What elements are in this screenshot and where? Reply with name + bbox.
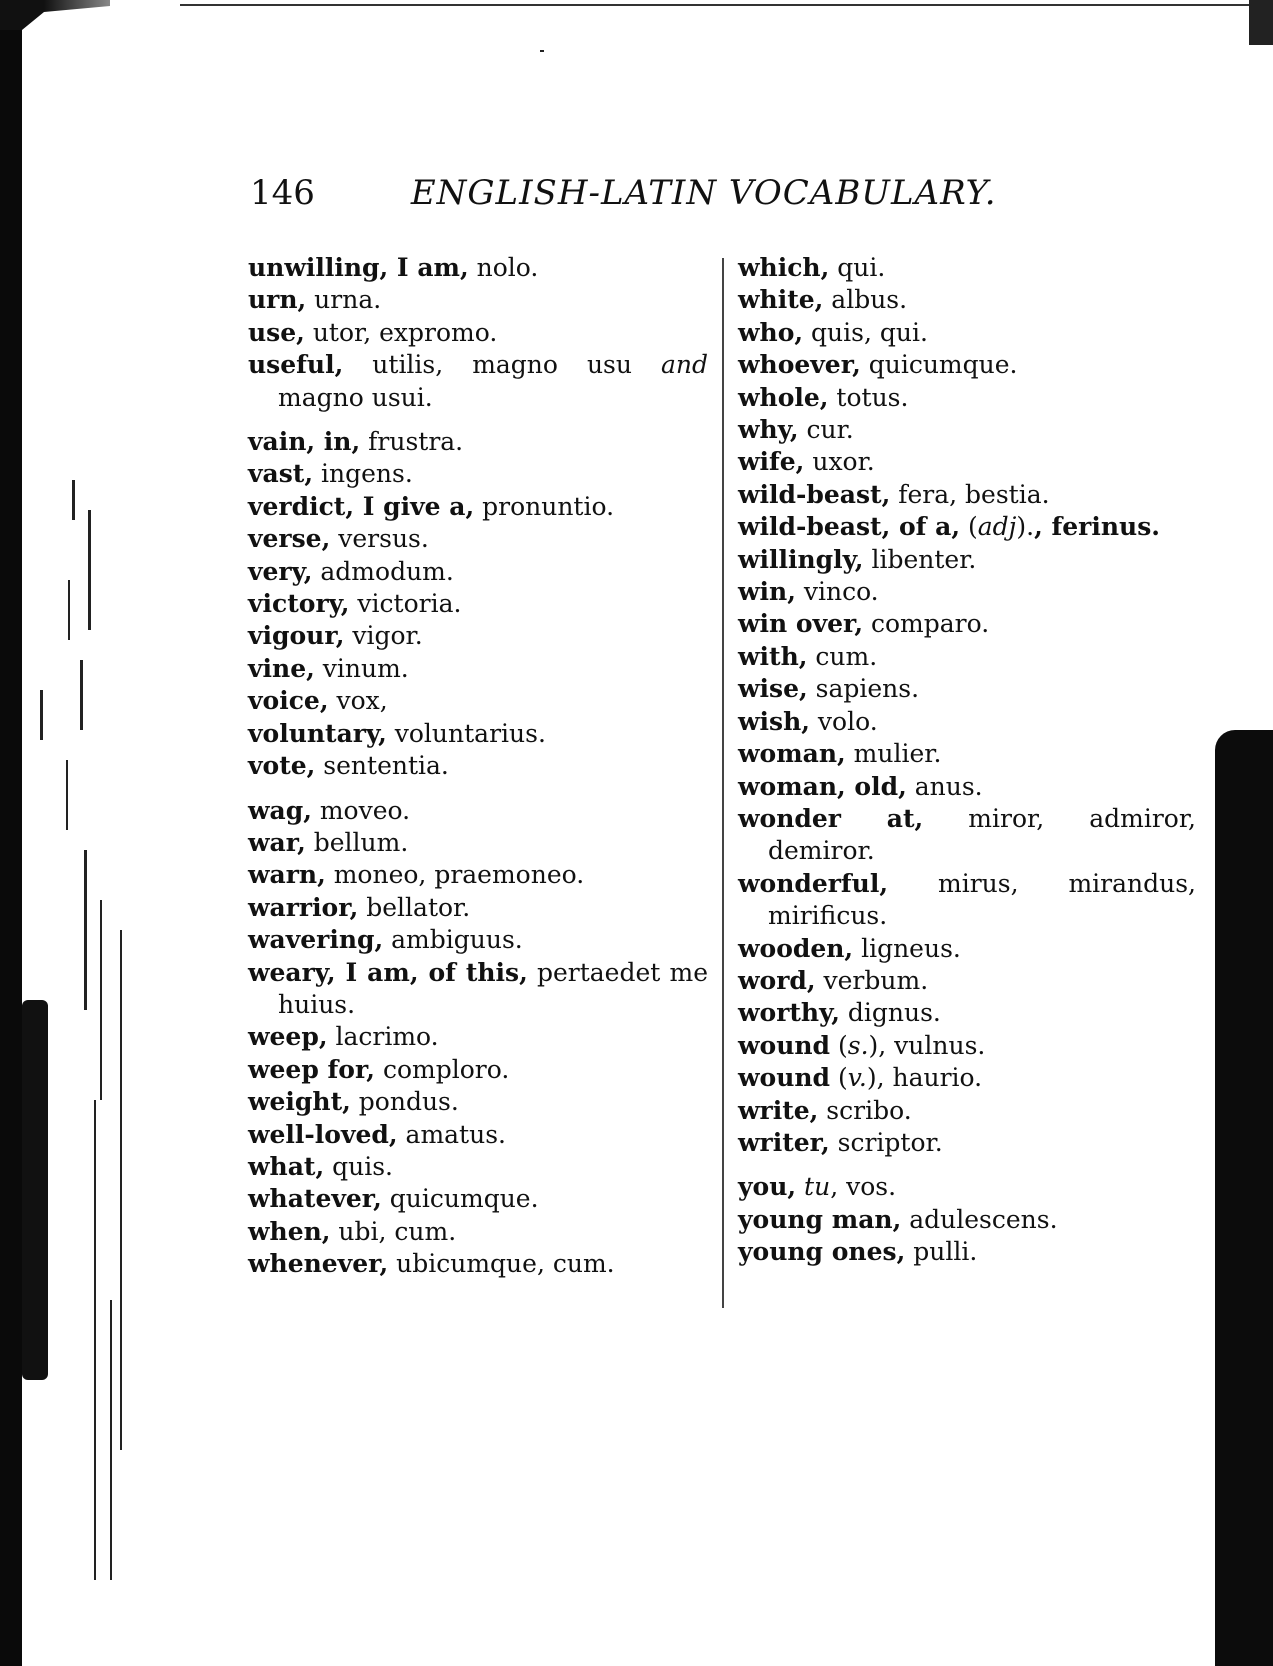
- scan-mark: [100, 900, 102, 1100]
- column-divider: [722, 258, 724, 1308]
- vocab-entry: [738, 706, 1196, 738]
- vocab-entry: [738, 1095, 1196, 1127]
- translation: dignus.: [839, 998, 941, 1028]
- vocab-entry: [248, 556, 708, 588]
- headword: weary, I am, of this,: [248, 957, 528, 987]
- vocab-entry: [738, 317, 1196, 349]
- vocab-entry: [738, 738, 1196, 770]
- scan-mark: [120, 930, 122, 1450]
- vocab-entry: [248, 491, 708, 523]
- page-number: 146: [250, 173, 315, 213]
- vocab-entry: [248, 458, 708, 490]
- vocab-entry: [248, 620, 708, 652]
- italic-text: adj: [977, 512, 1017, 542]
- headword: wound: [738, 1030, 831, 1060]
- vocabulary-column-right: [738, 252, 1196, 1269]
- scan-mark: [66, 760, 68, 830]
- vocab-entry: [248, 1086, 708, 1118]
- vocab-entry: [738, 1171, 1196, 1203]
- headword: vine,: [248, 653, 315, 683]
- headword: well-loved,: [248, 1119, 398, 1149]
- running-title: ENGLISH-LATIN VOCABULARY.: [410, 173, 997, 213]
- vocab-entry: [248, 284, 708, 316]
- scan-mark: [80, 660, 83, 730]
- italic-text: s.: [847, 1030, 869, 1060]
- translation: moneo, praemoneo.: [325, 860, 585, 890]
- translation: mulier.: [845, 739, 942, 769]
- headword: vigour,: [248, 621, 345, 651]
- headword: what,: [248, 1151, 325, 1181]
- translation: comploro.: [375, 1054, 510, 1084]
- translation: sapiens.: [807, 674, 920, 704]
- translation: magno usui.: [278, 382, 433, 412]
- vocab-entry: [738, 673, 1196, 705]
- scan-mark: [40, 690, 43, 740]
- vocab-entry: [248, 685, 708, 717]
- headword: which,: [738, 253, 830, 282]
- scan-mark: [68, 580, 70, 640]
- headword: who,: [738, 317, 804, 347]
- vocab-entry: [248, 1248, 708, 1280]
- vocab-entry: [738, 576, 1196, 608]
- headword: wonderful,: [738, 868, 889, 898]
- headword: very,: [248, 556, 313, 586]
- vocab-entry: [738, 803, 1196, 868]
- translation: quicumque.: [860, 350, 1018, 380]
- vocab-entry: [248, 795, 708, 827]
- translation: urna.: [306, 285, 382, 315]
- translation: (: [830, 1030, 848, 1060]
- translation: bellum.: [305, 827, 409, 857]
- translation: bellator.: [358, 892, 471, 922]
- translation: ), haurio.: [866, 1063, 983, 1093]
- vocab-entry: [738, 965, 1196, 997]
- headword: worthy,: [738, 998, 840, 1028]
- translation: admodum.: [312, 556, 454, 586]
- translation: totus.: [828, 382, 909, 412]
- italic-text: and: [660, 350, 708, 380]
- headword: wooden,: [738, 933, 854, 963]
- vocab-entry: [738, 479, 1196, 511]
- translation: ubicumque, cum.: [388, 1249, 615, 1279]
- translation: comparo.: [863, 609, 990, 639]
- vocab-entry: [738, 1030, 1196, 1062]
- translation: utor, expromo.: [304, 317, 498, 347]
- headword: when,: [248, 1216, 331, 1246]
- translation: ingens.: [313, 459, 413, 489]
- translation: cum.: [807, 641, 878, 671]
- headword: wife,: [738, 447, 805, 477]
- vocab-entry: [738, 446, 1196, 478]
- translation: qui.: [829, 253, 886, 282]
- translation: amatus.: [397, 1119, 506, 1149]
- headword: writer,: [738, 1127, 830, 1157]
- translation: pertaedet me huius.: [278, 957, 708, 1019]
- vocab-entry: [248, 1183, 708, 1215]
- headword: you,: [738, 1172, 797, 1202]
- vocab-entry: [738, 641, 1196, 673]
- translation: fera, bestia.: [890, 479, 1050, 509]
- headword: wise,: [738, 674, 808, 704]
- headword: win over,: [738, 609, 864, 639]
- headword: write,: [738, 1095, 819, 1125]
- headword: vain, in,: [248, 427, 361, 457]
- translation: frustra.: [360, 427, 464, 457]
- headword: whenever,: [248, 1249, 389, 1279]
- translation: sententia.: [315, 751, 449, 781]
- headword: woman,: [738, 739, 846, 769]
- scan-corner-top-right: [1249, 0, 1273, 45]
- vocab-entry: [738, 252, 1196, 284]
- vocab-entry: [248, 957, 708, 1022]
- translation: lacrimo.: [327, 1022, 439, 1052]
- headword: unwilling, I am,: [248, 253, 469, 282]
- translation: [796, 1172, 804, 1201]
- italic-text: v.: [847, 1063, 867, 1093]
- vocab-entry: [248, 252, 708, 284]
- translation: anus.: [906, 771, 983, 801]
- vocab-entry: [248, 426, 708, 458]
- vocab-entry: [738, 997, 1196, 1029]
- translation: pondus.: [350, 1087, 459, 1117]
- headword: woman, old,: [738, 771, 907, 801]
- vocab-entry: [738, 414, 1196, 446]
- translation: uxor.: [804, 447, 875, 477]
- vocab-entry: [248, 924, 708, 956]
- headword: , ferinus.: [1034, 512, 1160, 542]
- scan-edge-right: [1215, 730, 1273, 1666]
- translation: ubi, cum.: [330, 1216, 457, 1246]
- translation: pulli.: [905, 1237, 978, 1267]
- scan-mark: [94, 1100, 96, 1580]
- vocab-entry: [738, 511, 1196, 543]
- headword: victory,: [248, 589, 350, 619]
- translation: miror, admiror, demiror.: [768, 803, 1196, 866]
- translation: vinco.: [795, 577, 879, 607]
- vocab-entry: [738, 284, 1196, 316]
- headword: weep,: [248, 1022, 328, 1052]
- scan-edge-left: [0, 0, 22, 1666]
- translation: nolo.: [468, 253, 539, 282]
- scan-mark: [84, 850, 87, 1010]
- headword: win,: [738, 577, 796, 607]
- vocab-entry: [248, 1021, 708, 1053]
- translation: adulescens.: [901, 1204, 1058, 1234]
- headword: verse,: [248, 524, 331, 554]
- translation: vinum.: [314, 653, 409, 683]
- translation: verbum.: [815, 965, 929, 995]
- vocab-entry: [248, 750, 708, 782]
- vocab-entry: [248, 1054, 708, 1086]
- headword: whoever,: [738, 350, 861, 380]
- headword: warn,: [248, 860, 326, 890]
- vocab-entry: [738, 933, 1196, 965]
- headword: verdict, I give a,: [248, 491, 475, 521]
- vocab-entry: [738, 771, 1196, 803]
- translation: cur.: [798, 415, 854, 445]
- vocab-entry: [738, 544, 1196, 576]
- vocab-entry: [248, 1151, 708, 1183]
- vocab-entry: [248, 718, 708, 750]
- scan-edge-top: [180, 4, 1273, 6]
- headword: with,: [738, 641, 808, 671]
- headword: word,: [738, 965, 816, 995]
- headword: wag,: [248, 795, 312, 825]
- headword: young ones,: [738, 1237, 906, 1267]
- translation: scribo.: [818, 1095, 912, 1125]
- vocab-entry: [738, 1127, 1196, 1159]
- translation: vigor.: [344, 621, 423, 651]
- vocab-entry: [248, 349, 708, 414]
- translation: vox,: [328, 686, 388, 716]
- headword: whatever,: [248, 1184, 382, 1214]
- scan-mark: [72, 480, 75, 520]
- vocab-entry: [248, 1119, 708, 1151]
- scan-mark: [110, 1300, 112, 1580]
- headword: why,: [738, 415, 799, 445]
- scan-mark: [540, 50, 544, 52]
- vocab-entry: [738, 1236, 1196, 1268]
- vocab-entry: [248, 1216, 708, 1248]
- headword: vast,: [248, 459, 314, 489]
- headword: wild-beast,: [738, 479, 891, 509]
- translation: pronuntio.: [474, 491, 615, 521]
- translation: ligneus.: [853, 933, 961, 963]
- headword: useful,: [248, 350, 344, 380]
- translation: moveo.: [311, 795, 411, 825]
- vocab-entry: [738, 868, 1196, 933]
- vocab-entry: [738, 349, 1196, 381]
- translation: versus.: [330, 524, 429, 554]
- translation: ), vulnus.: [868, 1030, 986, 1060]
- translation: quicumque.: [381, 1184, 539, 1214]
- headword: young man,: [738, 1204, 902, 1234]
- headword: warrior,: [248, 892, 359, 922]
- translation: ).: [1016, 512, 1035, 542]
- headword: voluntary,: [248, 718, 387, 748]
- translation: (: [830, 1063, 848, 1093]
- headword: urn,: [248, 285, 307, 315]
- page-header: [250, 168, 1050, 218]
- translation: libenter.: [863, 544, 977, 574]
- headword: wonder at,: [738, 803, 924, 833]
- headword: use,: [248, 317, 305, 347]
- vocab-entry: [738, 1204, 1196, 1236]
- headword: wavering,: [248, 925, 384, 955]
- scan-mark: [88, 510, 91, 630]
- vocab-entry: [248, 653, 708, 685]
- translation: mirus, mirandus, mirificus.: [768, 868, 1196, 931]
- headword: wild-beast, of a,: [738, 512, 961, 542]
- translation: voluntarius.: [386, 718, 546, 748]
- vocab-entry: [248, 827, 708, 859]
- headword: weight,: [248, 1087, 351, 1117]
- translation: albus.: [823, 285, 908, 315]
- vocab-entry: [738, 382, 1196, 414]
- headword: willingly,: [738, 544, 864, 574]
- vocab-entry: [248, 317, 708, 349]
- scan-shadow-left: [22, 1000, 48, 1380]
- translation: quis.: [324, 1151, 393, 1181]
- scan-corner-top-left: [0, 0, 110, 30]
- headword: weep for,: [248, 1054, 376, 1084]
- headword: war,: [248, 827, 306, 857]
- vocab-entry: [248, 523, 708, 555]
- vocab-entry: [738, 1062, 1196, 1094]
- translation: scriptor.: [829, 1127, 943, 1157]
- vocab-entry: [248, 588, 708, 620]
- translation: ambiguus.: [383, 925, 523, 955]
- translation: quis, qui.: [803, 317, 928, 347]
- headword: wound: [738, 1063, 831, 1093]
- translation: , vos.: [830, 1172, 897, 1202]
- headword: voice,: [248, 686, 329, 716]
- vocab-entry: [248, 892, 708, 924]
- vocab-entry: [738, 608, 1196, 640]
- headword: whole,: [738, 382, 829, 412]
- headword: wish,: [738, 706, 810, 736]
- italic-text: tu: [804, 1172, 831, 1202]
- translation: victoria.: [349, 589, 462, 619]
- vocabulary-column-left: [248, 252, 708, 1281]
- translation: volo.: [809, 706, 878, 736]
- translation: (: [960, 512, 978, 542]
- translation: utilis, magno usu: [343, 350, 661, 380]
- headword: vote,: [248, 751, 316, 781]
- headword: white,: [738, 285, 824, 315]
- vocab-entry: [248, 859, 708, 891]
